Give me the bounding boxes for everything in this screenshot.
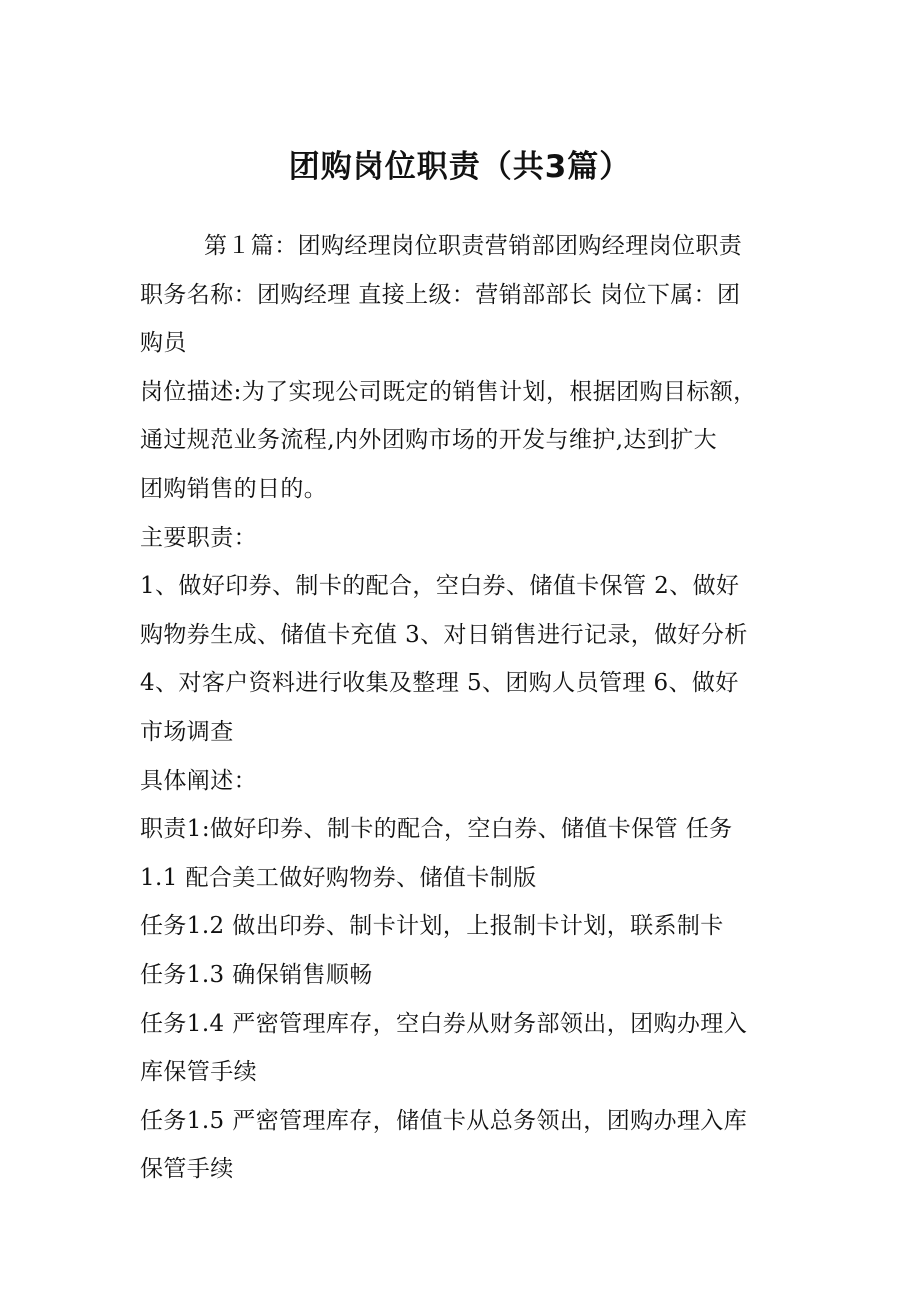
text-line: 库保管手续 xyxy=(140,1059,257,1086)
text-line: 1.1 配合美工做好购物券、储值卡制版 xyxy=(140,864,537,891)
text-line: 市场调查 xyxy=(140,718,234,745)
text-line: 岗位描述:为了实现公司既定的销售计划，根据团购目标额， xyxy=(140,378,757,405)
text-line: 任务1.4 严密管理库存，空白券从财务部领出，团购办理入 xyxy=(140,1010,748,1037)
text-line: 职责1:做好印券、制卡的配合，空白券、储值卡保管 任务 xyxy=(140,816,733,843)
section-heading: 主要职责： xyxy=(140,524,257,551)
text-line: 团购销售的日的。 xyxy=(140,475,328,502)
text-line: 任务1.2 做出印券、制卡计划，上报制卡计划，联系制卡 xyxy=(140,913,724,940)
document-body xyxy=(140,222,780,1194)
text-line: 第１篇：团购经理岗位职责营销部团购经理岗位职责 xyxy=(204,233,743,259)
text-line: 购物券生成、储值卡充值 3、对日销售进行记录，做好分析 xyxy=(140,621,748,648)
text-line: 通过规范业务流程,内外团购市场的开发与维护,达到扩大 xyxy=(140,427,718,454)
section-heading: 具体阐述： xyxy=(140,767,257,794)
text-line: 购员 xyxy=(140,330,187,357)
text-line: 1、做好印券、制卡的配合，空白券、储值卡保管 2、做好 xyxy=(140,573,740,600)
text-line: 职务名称：团购经理 直接上级：营销部部长 岗位下属：团 xyxy=(140,281,741,308)
document-title: 团购岗位职责（共3篇） xyxy=(288,149,632,185)
text-line: 任务1.5 严密管理库存，储值卡从总务领出，团购办理入库 xyxy=(140,1107,748,1134)
text-line: 保管手续 xyxy=(140,1156,234,1183)
text-line: 任务1.3 确保销售顺畅 xyxy=(140,961,373,988)
text-line: 4、对客户资料进行收集及整理 5、团购人员管理 6、做好 xyxy=(140,670,739,697)
